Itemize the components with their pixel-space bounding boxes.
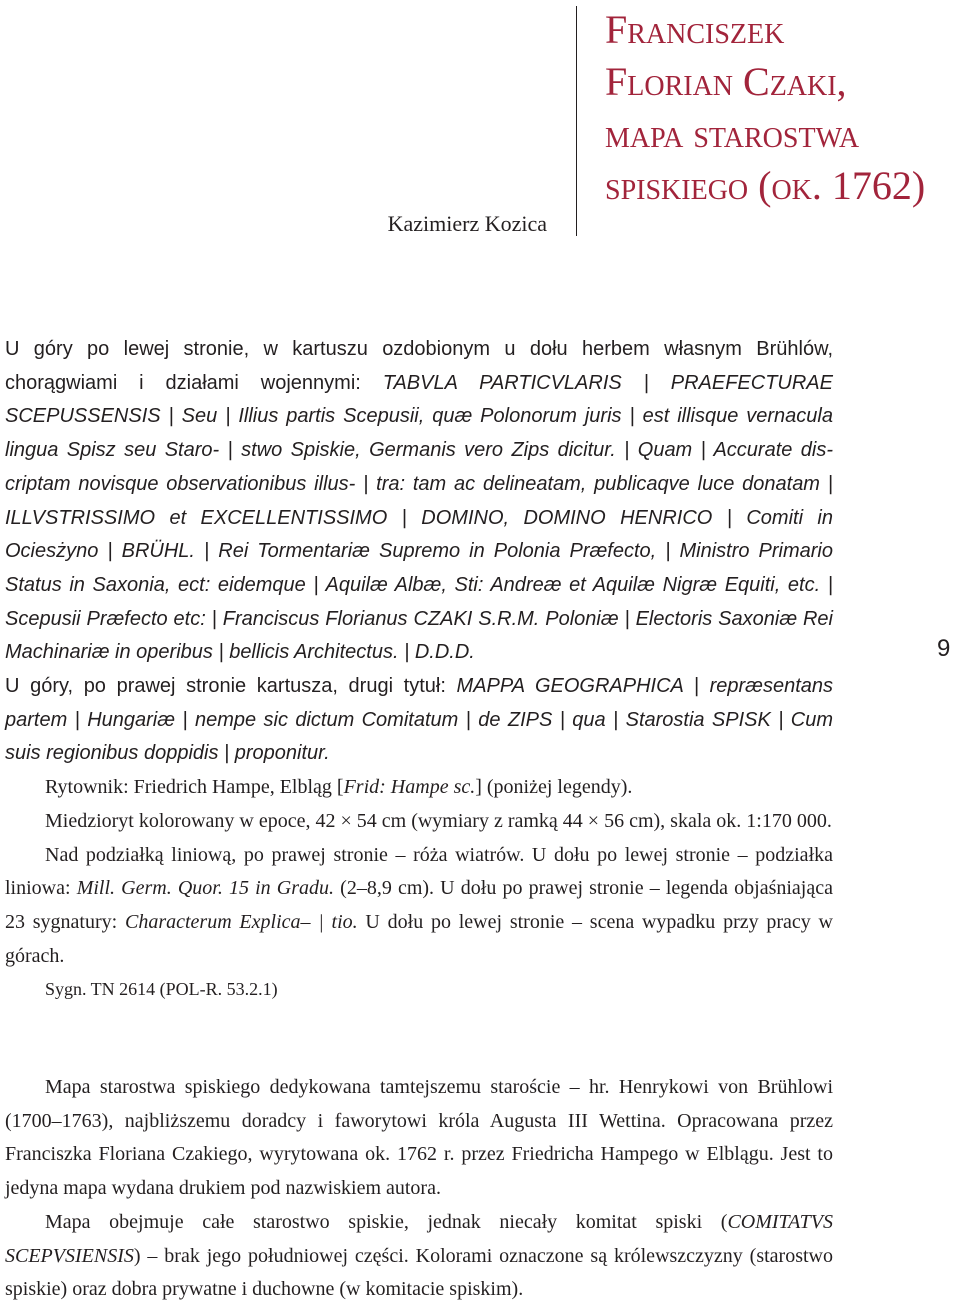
author-name: Kazimierz Kozica [387,211,547,236]
second-title-paragraph [5,670,833,771]
text-segment: ] (poniżej legendy). [475,776,633,799]
text-segment: COMITATVS SCEPVSIENSIS [5,1210,833,1267]
chapter-title [605,4,957,212]
title-line: mapa starostwa [605,111,860,156]
header-divider [576,6,577,236]
body-paragraph [5,1206,833,1307]
signature-paragraph [5,973,833,1007]
text-segment: Characterum Explica– | tio. [124,910,358,933]
legend-paragraph [5,839,833,974]
cartouche-title-paragraph [5,333,833,670]
text-segment: MAPPA GEOGRAPHICA | repræsentans partem | Hungariæ | nempe sic dictum Comitatum | de ZIPS | qua | Starostia SPISK | Cum suis regionibus doppidis | proponitur. [5,675,834,765]
title-line: Florian Czaki, [605,59,847,104]
text-segment: ) – brak jego południowej części. Kolorami oznaczone są królewszczyzny (starostwo spiskie) oraz dobra prywatne i duchowne (w komitacie spiskim). [5,1244,833,1301]
text-segment: U góry, po prawej stronie kartusza, drugi tytuł: [5,675,457,698]
title-line: Franciszek [605,7,785,52]
map-commentary [5,1071,833,1307]
body-paragraph [5,1071,833,1206]
page-number: 9 [937,635,951,662]
text-segment: (2–8,9 cm). U dołu po prawej stronie – legenda objaśniająca 23 sygnatury: [5,877,833,933]
text-segment: Rytownik: Friedrich Hampe, Elbląg [ [45,776,344,799]
text-segment: Mapa obejmuje całe starostwo spiskie, jednak niecały komitat spiski ( [45,1210,728,1233]
title-line: spiskiego (ok. 1762) [605,163,926,208]
text-segment: Frid: Hampe sc. [343,776,476,799]
text-segment: Sygn. TN 2614 (POL-R. 53.2.1) [45,979,278,1000]
text-segment: Miedzioryt kolorowany w epoce, 42 × 54 cm (wymiary z ramką 44 × 56 cm), skala ok. 1:170 000. [45,809,832,832]
map-description [5,333,833,1007]
engraver-paragraph [5,771,833,805]
text-segment: U dołu po lewej stronie – scena wypadku przy pracy w górach. [5,910,834,967]
text-segment: Mapa starostwa spiskiego dedykowana tamtejszemu staroście – hr. Henrykowi von Brühlowi (1700–1763), najbliższemu doradcy i faworytowi króla Augusta III Wettina. Opracowana przez Franciszka Floriana Czakiego, wyrytowana ok. 1762 r. przez Friedricha Hampego w Elblągu. Jest to jedyna mapa wydana drukiem pod nazwiskiem autora. [5,1076,833,1200]
text-segment: Nad podziałką liniową, po prawej stronie – róża wiatrów. U dołu po lewej stronie – podziałka liniowa: [5,843,833,900]
text-segment: Mill. Germ. Quor. 15 in Gradu. [76,877,335,900]
text-segment: TABVLA PARTICVLARIS | PRAEFECTURAE SCEPUSSENSIS | Seu | Illius partis Scepusii, quæ Polonorum juris | est illisque vernacula lingua Spisz seu Staro- | stwo Spiskie, Germanis vero Zips dicitur. | Quam | Accurate dis- criptam novisque observationibus illus- | tra: tam ac delineatam, publicaqve luce donatam | ILLVSTRISSIMO et EXCELLENTISSIMO | DOMINO, DOMINO HENRICO | Comiti in Ociesżyno | BRÜHL. | Rei Tormentariæ Supremo in Polonia Præfecto, | Ministro Primario Status in Saxonia, ect: eidemque | Aquilæ Albæ, Sti: Andreæ et Aquilæ Nigræ Equiti, etc. | Scepusii Præfecto etc: | Franciscus Florianus CZAKI S.R.M. Poloniæ | Electoris Saxoniæ Rei Machinariæ in operibus | bellicis Architectus. | D.D.D. [5,371,833,664]
text-segment: U góry po lewej stronie, w kartuszu ozdobionym u dołu herbem własnym Brühlów, chorągwiami i działami wojennymi: [5,338,833,394]
technique-paragraph [5,805,833,839]
